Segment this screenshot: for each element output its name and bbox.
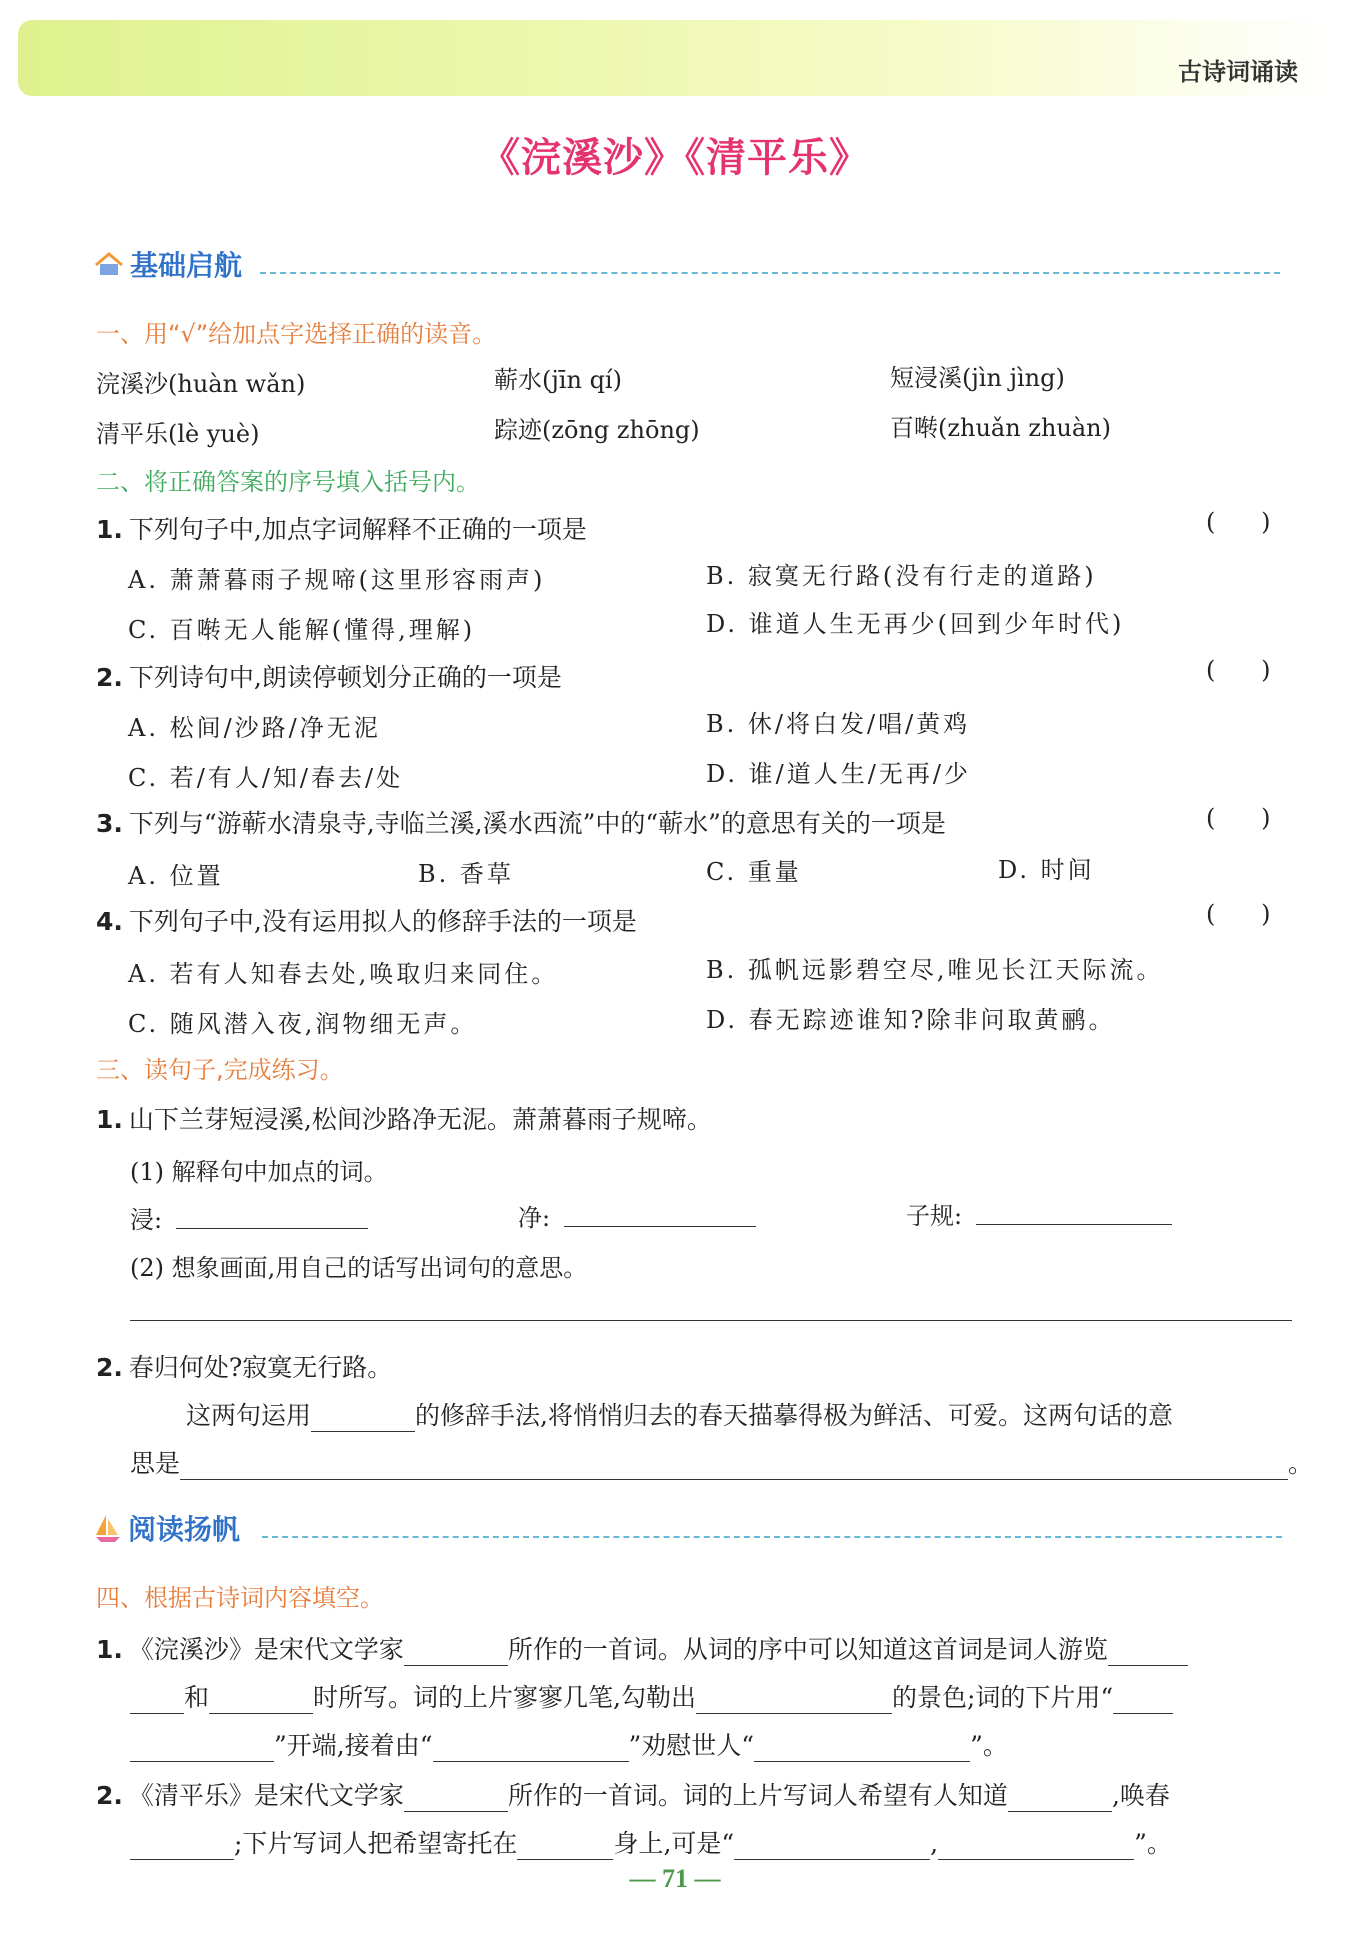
text: 这两句运用 bbox=[186, 1401, 312, 1430]
banner-label: 古诗词诵读 bbox=[1178, 58, 1298, 86]
section-divider bbox=[260, 272, 1280, 274]
part1-heading: 一、用“√”给加点字选择正确的读音。 bbox=[96, 320, 497, 348]
option-b: B. 香草 bbox=[418, 860, 514, 888]
fill-line bbox=[130, 1824, 1172, 1860]
pinyin-item: 浣溪沙(huàn wǎn) bbox=[96, 370, 306, 398]
option-a: A. 萧萧暮雨子规啼(这里形容雨声) bbox=[128, 566, 546, 594]
word-label: 浸: bbox=[130, 1206, 163, 1234]
fill-sentence bbox=[130, 1444, 1313, 1480]
fill-sentence bbox=[186, 1396, 1173, 1432]
question-4 bbox=[96, 902, 637, 938]
answer-blank[interactable] bbox=[1113, 1689, 1173, 1714]
text: ”。 bbox=[970, 1731, 1008, 1760]
fill-line bbox=[130, 1678, 1173, 1714]
text: , bbox=[930, 1829, 939, 1858]
answer-blank[interactable] bbox=[209, 1689, 313, 1714]
option-b: B. 寂寞无行路(没有行走的道路) bbox=[706, 562, 1097, 590]
text: 所作的一首词。词的上片写词人希望有人知道 bbox=[507, 1781, 1008, 1810]
question-text: 山下兰芽短浸溪,松间沙路净无泥。萧萧暮雨子规啼。 bbox=[128, 1105, 712, 1134]
answer-paren[interactable]: ( ) bbox=[1206, 508, 1271, 536]
answer-blank[interactable] bbox=[180, 1455, 1288, 1480]
option-c: C. 若/有人/知/春去/处 bbox=[128, 764, 404, 792]
pinyin-item: 短浸溪(jìn jìng) bbox=[890, 364, 1065, 392]
answer-blank[interactable] bbox=[404, 1787, 508, 1812]
house-icon bbox=[94, 251, 124, 284]
question-text: 下列诗句中,朗读停顿划分正确的一项是 bbox=[128, 663, 562, 692]
question-4-2 bbox=[96, 1776, 1170, 1812]
answer-blank[interactable] bbox=[130, 1689, 184, 1714]
text: 和 bbox=[184, 1683, 210, 1712]
answer-blank[interactable] bbox=[1108, 1641, 1188, 1666]
option-b: B. 孤帆远影碧空尽,唯见长江天际流。 bbox=[706, 956, 1164, 984]
option-d: D. 时间 bbox=[998, 856, 1095, 884]
text: 的修辞手法,将悄悄归去的春天描摹得极为鲜活、可爱。这两句话的意 bbox=[415, 1401, 1173, 1430]
answer-blank[interactable] bbox=[734, 1835, 930, 1860]
answer-blank[interactable] bbox=[311, 1407, 415, 1432]
header-banner bbox=[18, 20, 1330, 96]
text: 。 bbox=[1288, 1449, 1314, 1478]
section-divider bbox=[262, 1536, 1282, 1538]
page-number: — 71 — bbox=[629, 1864, 721, 1893]
option-a: A. 位置 bbox=[128, 862, 224, 890]
question-text: 下列与“游蕲水清泉寺,寺临兰溪,溪水西流”中的“蕲水”的意思有关的一项是 bbox=[128, 809, 946, 838]
option-a: A. 松间/沙路/净无泥 bbox=[128, 714, 381, 742]
question-number: 1. bbox=[96, 1635, 123, 1664]
text: 所作的一首词。从词的序中可以知道这首词是词人游览 bbox=[507, 1635, 1108, 1664]
answer-blank[interactable] bbox=[976, 1224, 1172, 1225]
text: ”劝慰世人“ bbox=[628, 1731, 755, 1760]
part4-heading: 四、根据古诗词内容填空。 bbox=[96, 1584, 384, 1612]
pinyin-item: 蕲水(jīn qí) bbox=[494, 366, 622, 394]
answer-paren[interactable]: ( ) bbox=[1206, 900, 1271, 928]
answer-line[interactable] bbox=[130, 1320, 1292, 1321]
text: ”。 bbox=[1134, 1829, 1172, 1858]
answer-blank[interactable] bbox=[696, 1689, 892, 1714]
section-basic-label: 基础启航 bbox=[130, 249, 243, 282]
question-3-2 bbox=[96, 1348, 392, 1384]
answer-blank[interactable] bbox=[130, 1835, 234, 1860]
question-number: 1. bbox=[96, 1105, 123, 1134]
answer-blank[interactable] bbox=[517, 1835, 613, 1860]
answer-blank[interactable] bbox=[433, 1737, 629, 1762]
pinyin-item: 踪迹(zōng zhōng) bbox=[494, 416, 700, 444]
text: 《浣溪沙》是宋代文学家 bbox=[128, 1635, 404, 1664]
text: 《清平乐》是宋代文学家 bbox=[128, 1781, 404, 1810]
option-a: A. 若有人知春去处,唤取归来同住。 bbox=[128, 960, 559, 988]
question-1 bbox=[96, 510, 587, 546]
sailboat-icon bbox=[94, 1513, 122, 1550]
page-title: 《浣溪沙》《清平乐》 bbox=[480, 135, 870, 181]
question-number: 3. bbox=[96, 809, 123, 838]
question-2 bbox=[96, 658, 562, 694]
answer-blank[interactable] bbox=[938, 1835, 1134, 1860]
text: 思是 bbox=[130, 1449, 181, 1478]
section-basic bbox=[94, 244, 242, 284]
subquestion-2: (2) 想象画面,用自己的话写出词句的意思。 bbox=[130, 1254, 588, 1282]
text: ;下片写词人把希望寄托在 bbox=[234, 1829, 518, 1858]
pinyin-item: 清平乐(lè yuè) bbox=[96, 420, 260, 448]
option-d: D. 谁/道人生/无再/少 bbox=[706, 760, 971, 788]
option-c: C. 百啭无人能解(懂得,理解) bbox=[128, 616, 476, 644]
text: 身上,可是“ bbox=[613, 1829, 735, 1858]
pinyin-item: 百啭(zhuǎn zhuàn) bbox=[890, 414, 1112, 442]
question-text: 下列句子中,没有运用拟人的修辞手法的一项是 bbox=[128, 907, 637, 936]
answer-blank[interactable] bbox=[1008, 1787, 1112, 1812]
subquestion-1: (1) 解释句中加点的词。 bbox=[130, 1158, 388, 1186]
option-d: D. 谁道人生无再少(回到少年时代) bbox=[706, 610, 1125, 638]
question-number: 2. bbox=[96, 1781, 123, 1810]
option-c: C. 随风潜入夜,润物细无声。 bbox=[128, 1010, 478, 1038]
part3-heading: 三、读句子,完成练习。 bbox=[96, 1056, 344, 1084]
question-text: 下列句子中,加点字词解释不正确的一项是 bbox=[128, 515, 587, 544]
question-number: 1. bbox=[96, 515, 123, 544]
answer-blank[interactable] bbox=[754, 1737, 970, 1762]
part2-heading: 二、将正确答案的序号填入括号内。 bbox=[96, 468, 480, 496]
question-3 bbox=[96, 804, 946, 840]
section-reading bbox=[94, 1508, 240, 1548]
text: ”开端,接着由“ bbox=[274, 1731, 433, 1760]
question-4-1 bbox=[96, 1630, 1188, 1666]
option-c: C. 重量 bbox=[706, 858, 802, 886]
answer-blank[interactable] bbox=[564, 1226, 756, 1227]
question-number: 2. bbox=[96, 1353, 123, 1382]
section-reading-label: 阅读扬帆 bbox=[128, 1513, 241, 1546]
text: 的景色;词的下片用“ bbox=[891, 1683, 1114, 1712]
option-d: D. 春无踪迹谁知?除非问取黄鹂。 bbox=[706, 1006, 1116, 1034]
word-label: 净: bbox=[518, 1204, 551, 1232]
text: 时所写。词的上片寥寥几笔,勾勒出 bbox=[313, 1683, 696, 1712]
answer-blank[interactable] bbox=[130, 1737, 274, 1762]
text: ,唤春 bbox=[1111, 1781, 1170, 1810]
question-3-1 bbox=[96, 1100, 712, 1136]
question-number: 2. bbox=[96, 663, 123, 692]
answer-paren[interactable]: ( ) bbox=[1206, 656, 1271, 684]
answer-blank[interactable] bbox=[176, 1228, 368, 1229]
answer-paren[interactable]: ( ) bbox=[1206, 804, 1271, 832]
answer-blank[interactable] bbox=[404, 1641, 508, 1666]
fill-line bbox=[130, 1726, 1008, 1762]
question-text: 春归何处?寂寞无行路。 bbox=[128, 1353, 393, 1382]
option-b: B. 休/将白发/唱/黄鸡 bbox=[706, 710, 971, 738]
word-label: 子规: bbox=[906, 1202, 963, 1230]
question-number: 4. bbox=[96, 907, 123, 936]
